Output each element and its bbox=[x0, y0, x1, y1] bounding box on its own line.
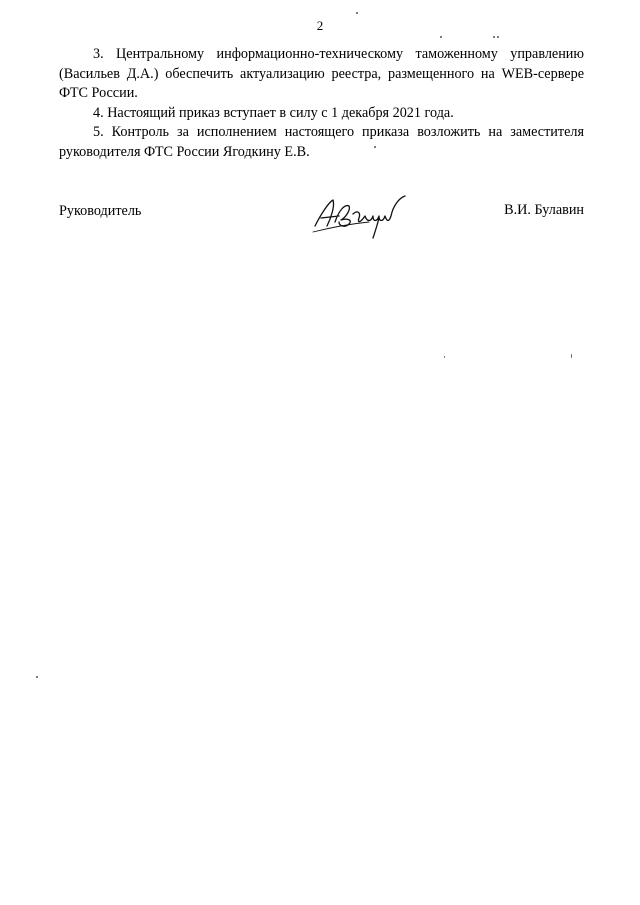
scan-speck bbox=[356, 12, 358, 14]
scan-speck bbox=[497, 36, 499, 38]
page-number: 2 bbox=[316, 18, 324, 33]
signatory-name: В.И. Булавин bbox=[504, 202, 584, 218]
scan-speck bbox=[444, 356, 445, 358]
paragraph-5: 5. Контроль за исполнением настоящего приказа возложить на заместителя руководителя ФТС России Ягодкину Е.В. bbox=[59, 124, 584, 160]
scan-speck bbox=[36, 676, 38, 678]
scan-speck bbox=[440, 36, 442, 38]
document-body bbox=[59, 45, 584, 163]
signatory-title: Руководитель bbox=[59, 203, 142, 219]
scan-speck bbox=[374, 146, 376, 148]
scan-speck bbox=[571, 354, 572, 358]
signature-block bbox=[59, 200, 584, 240]
handwritten-signature bbox=[309, 192, 419, 242]
paragraph-4: 4. Настоящий приказ вступает в силу с 1 декабря 2021 года. bbox=[93, 104, 454, 121]
scan-speck bbox=[493, 36, 495, 38]
paragraph-3: 3. Центральному информационно-техническому таможенному управлению (Васильев Д.А.) обеспечить актуализацию реестра, размещенного на WEB-сервере ФТС России. bbox=[59, 46, 584, 102]
